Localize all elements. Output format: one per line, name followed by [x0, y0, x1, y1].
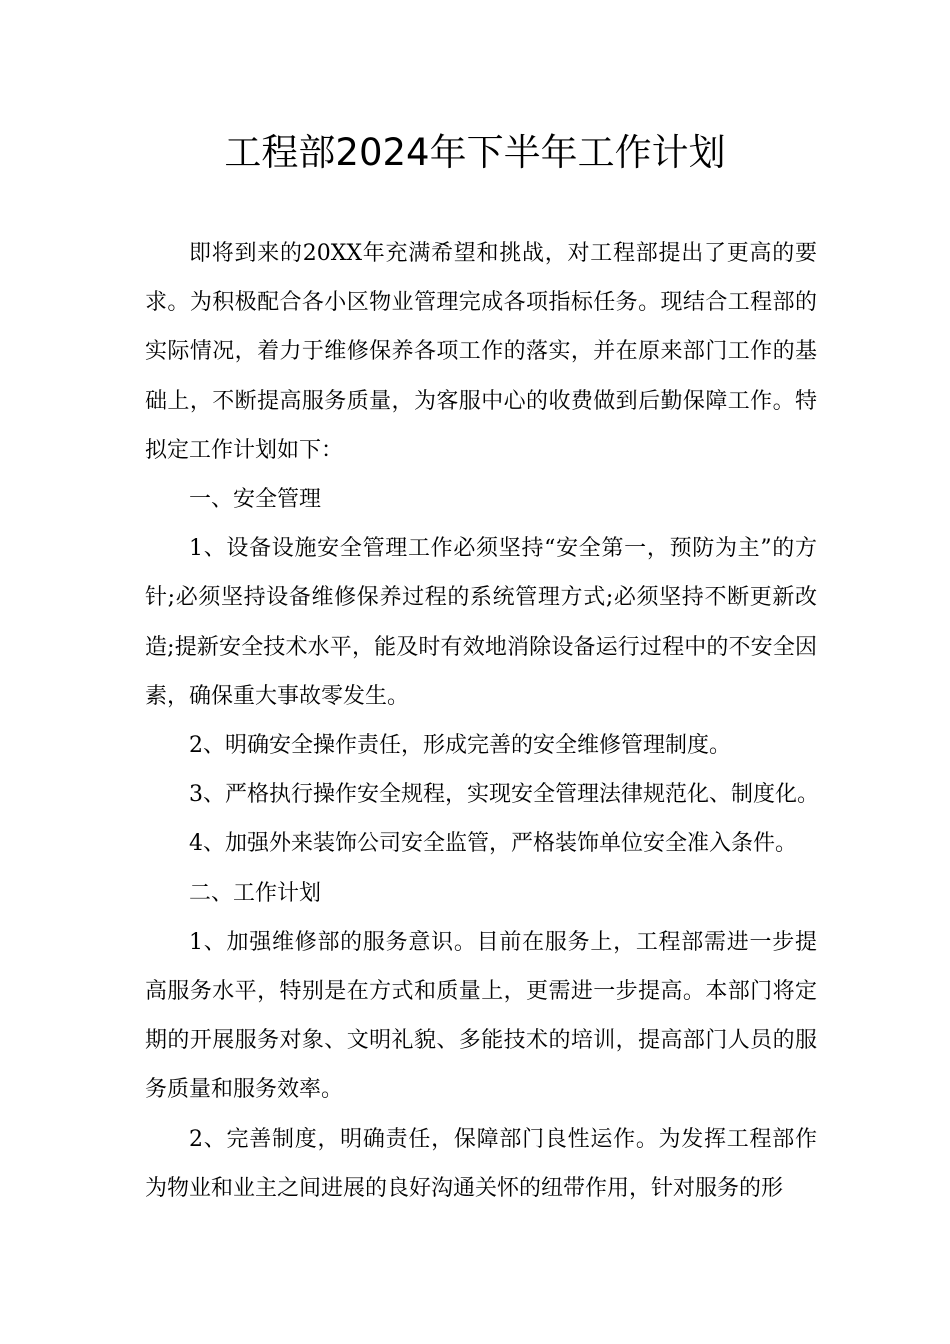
section-heading-work-plan: 二、工作计划: [189, 880, 322, 906]
safety-item-4: 4、加强外来装饰公司安全监管，严格装饰单位安全准入条件。: [189, 831, 797, 857]
section-heading-safety: 一、安全管理: [189, 487, 322, 513]
work-plan-item-2: 2、完善制度，明确责任，保障部门良性运作。为发挥工程部作为物业和业主之间进展的良好沟通关怀的纽带作用，针对服务的形: [145, 1126, 817, 1201]
document-title: 工程部2024年下半年工作计划: [224, 131, 726, 174]
safety-item-1: 1、设备设施安全管理工作必须坚持“安全第一，预防为主”的方针;必须坚持设备维修保养过程的系统管理方式;必须坚持不断更新改造;提新安全技术水平，能及时有效地消除设备运行过程中的不安全因素，确保重大事故零发生。: [145, 536, 817, 709]
intro-paragraph: 即将到来的20XX年充满希望和挑战，对工程部提出了更高的要求。为积极配合各小区物业管理完成各项指标任务。现结合工程部的实际情况，着力于维修保养各项工作的落实，并在原来部门工作的基础上，不断提高服务质量，为客服中心的收费做到后勤保障工作。特拟定工作计划如下：: [145, 241, 817, 463]
safety-item-3: 3、严格执行操作安全规程，实现安全管理法律规范化、制度化。: [189, 782, 819, 808]
work-plan-item-1: 1、加强维修部的服务意识。目前在服务上，工程部需进一步提高服务水平，特别是在方式和质量上，更需进一步提高。本部门将定期的开展服务对象、文明礼貌、多能技术的培训，提高部门人员的服务质量和服务效率。: [145, 929, 817, 1103]
document-body: [145, 229, 817, 1213]
safety-item-2: 2、明确安全操作责任，形成完善的安全维修管理制度。: [189, 733, 731, 759]
